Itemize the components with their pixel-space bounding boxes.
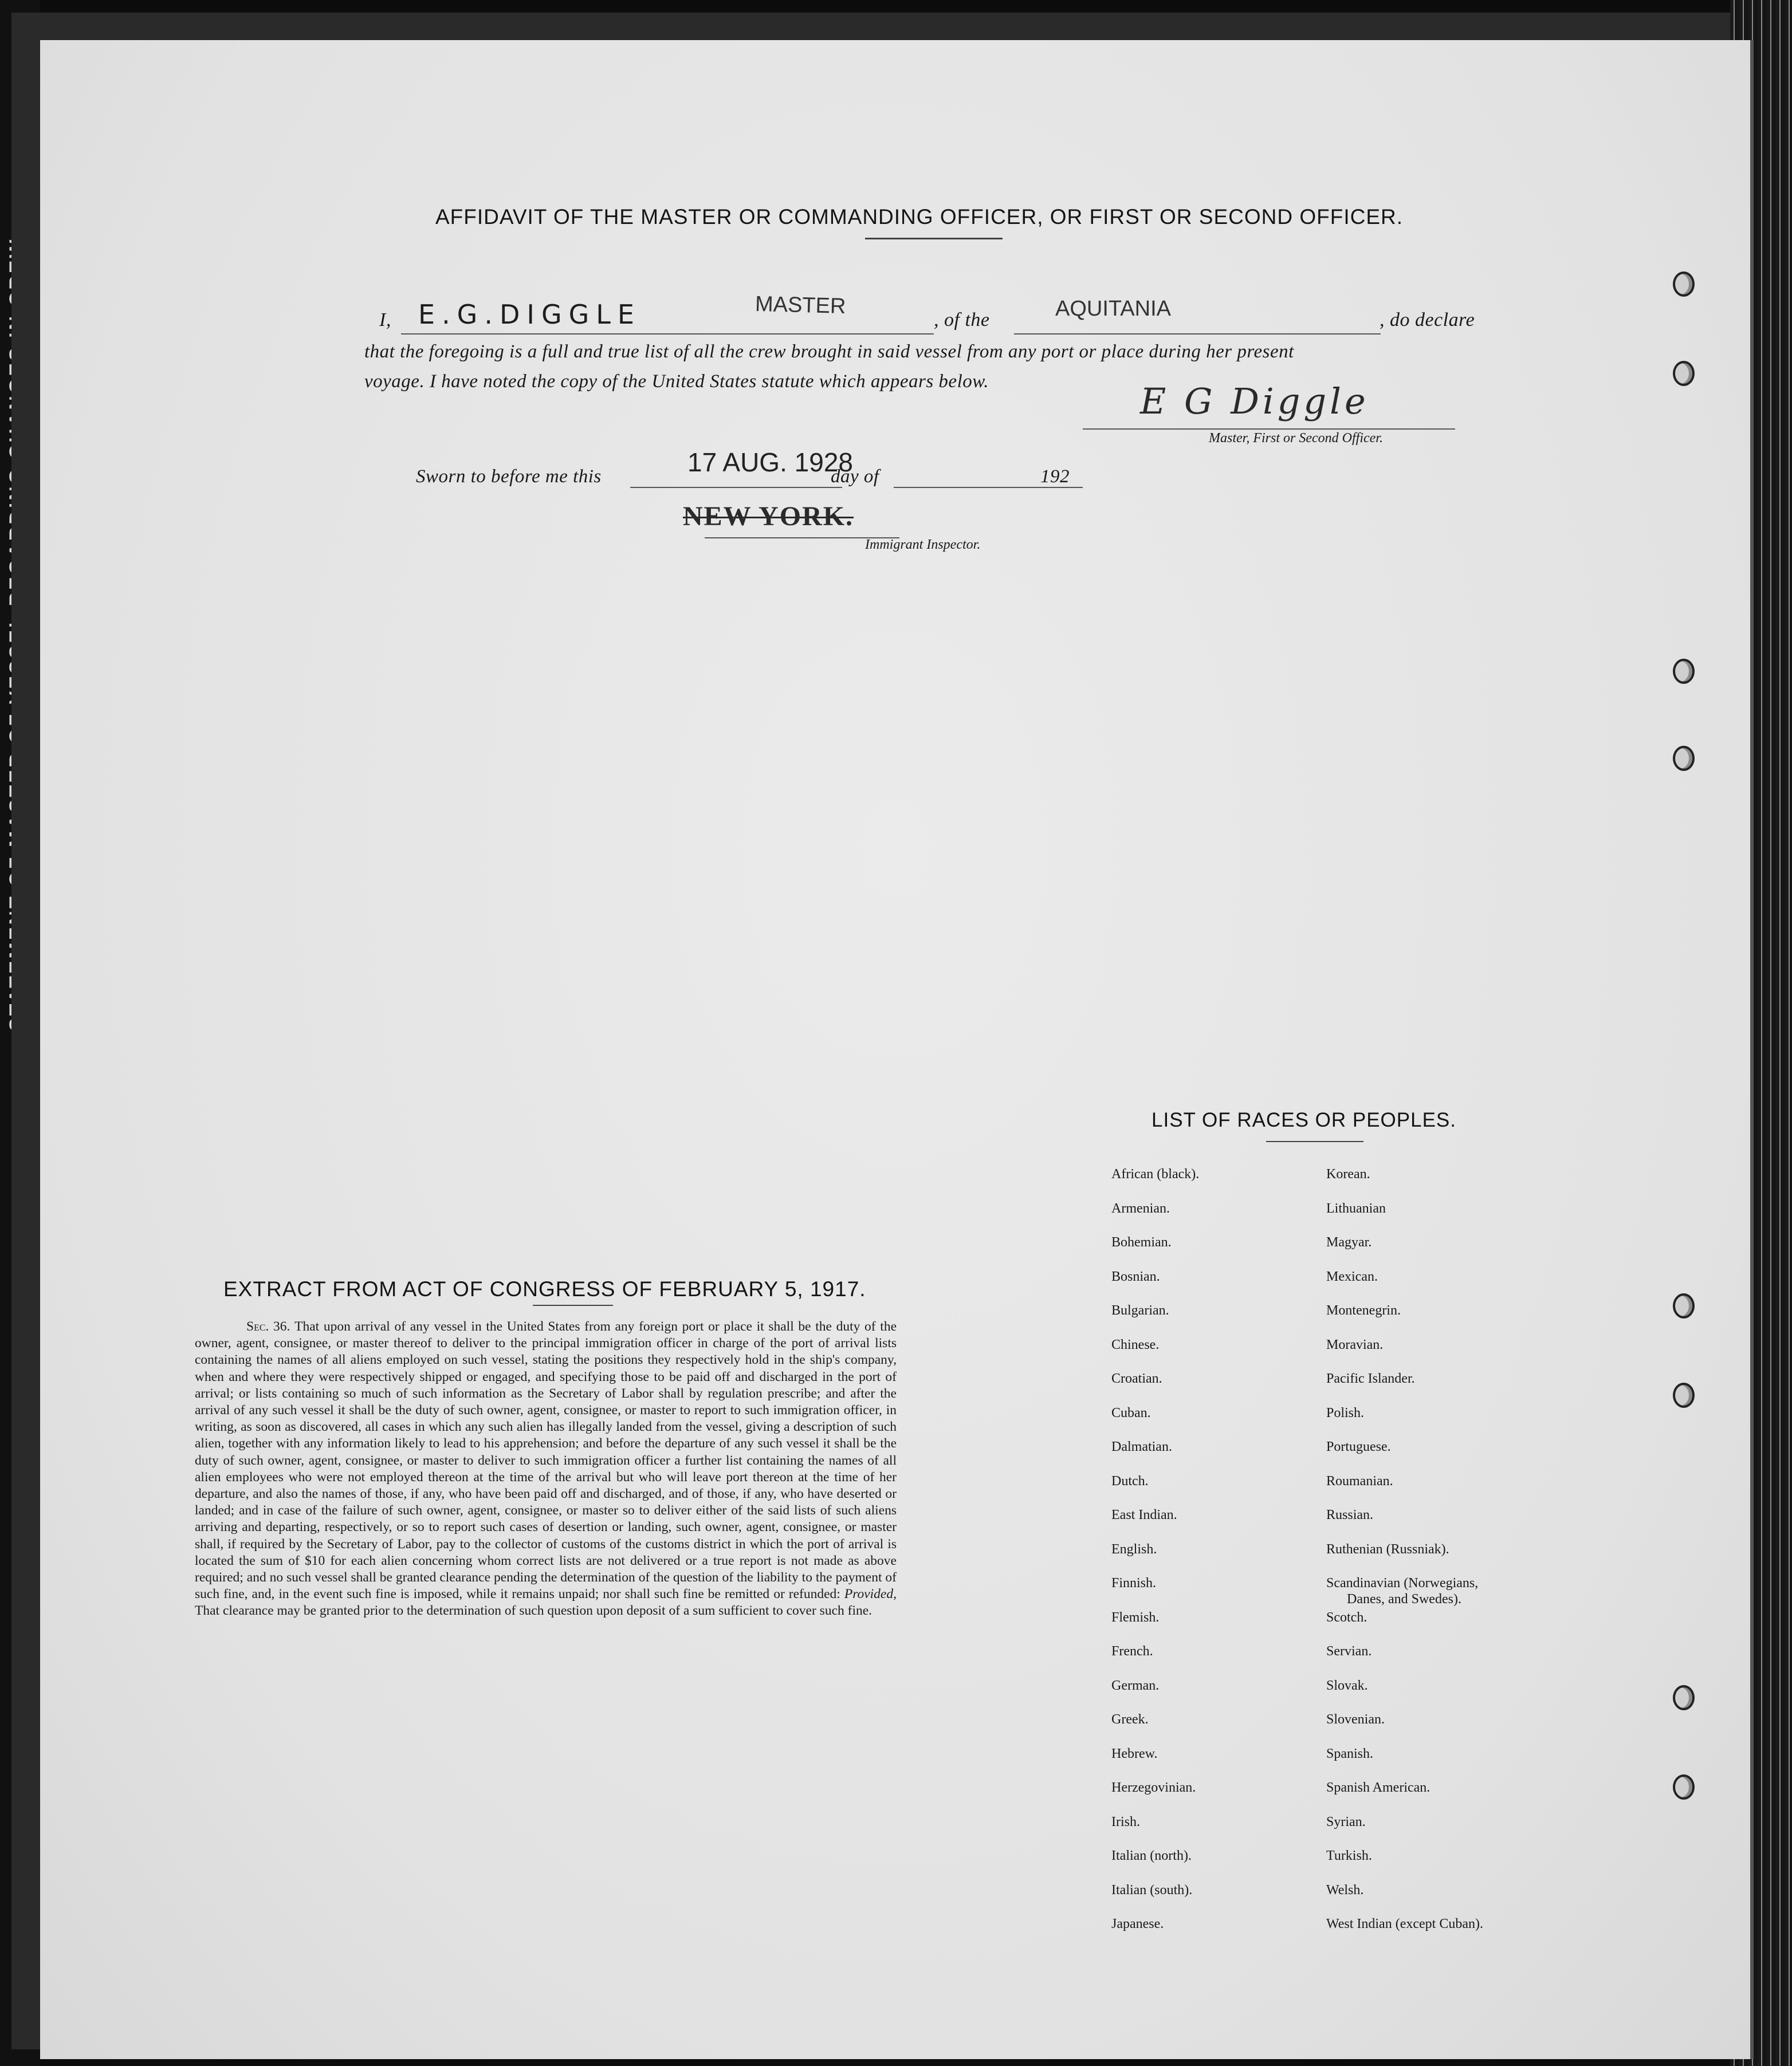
race-item: Italian (south). xyxy=(1111,1882,1193,1898)
race-item: Syrian. xyxy=(1326,1814,1366,1829)
race-item: Chinese. xyxy=(1111,1337,1160,1352)
place-stamp: NEW YORK. xyxy=(683,501,854,532)
punch-hole xyxy=(1673,746,1695,771)
date-stamp: 17 AUG. 1928 xyxy=(687,447,853,477)
vessel-fill-line xyxy=(1014,333,1381,335)
section-label: Sec. 36. xyxy=(246,1319,290,1334)
day-of-label: day of xyxy=(831,466,879,487)
race-item: Spanish American. xyxy=(1326,1780,1431,1795)
race-item: Greek. xyxy=(1111,1712,1149,1727)
punch-hole xyxy=(1673,1293,1695,1319)
race-item: Polish. xyxy=(1326,1405,1365,1420)
race-item: Bosnian. xyxy=(1111,1269,1160,1284)
race-item: Roumanian. xyxy=(1326,1473,1393,1489)
section-text-end: That clearance may be granted prior to the determination of such question upon deposit of a sum sufficient to cover such fine. xyxy=(195,1603,873,1619)
date-fill-line xyxy=(630,487,842,488)
inspector-caption: Immigrant Inspector. xyxy=(865,537,981,552)
race-item: French. xyxy=(1111,1644,1153,1659)
race-item: Italian (north). xyxy=(1111,1848,1192,1863)
race-item: Cuban. xyxy=(1111,1405,1151,1420)
affidavit-title: AFFIDAVIT OF THE MASTER OR COMMANDING OFFICER, OR FIRST OR SECOND OFFICER. xyxy=(435,205,1404,229)
race-item: Ruthenian (Russniak). xyxy=(1326,1541,1449,1557)
race-item: Mexican. xyxy=(1326,1269,1378,1284)
race-item: Korean. xyxy=(1326,1167,1370,1182)
race-item: Lithuanian xyxy=(1326,1201,1386,1216)
races-title: LIST OF RACES OR PEOPLES. xyxy=(1152,1109,1457,1131)
races-rule xyxy=(1266,1141,1363,1142)
race-item: Armenian. xyxy=(1111,1201,1170,1216)
race-item: West Indian (except Cuban). xyxy=(1326,1917,1483,1931)
race-item: East Indian. xyxy=(1111,1508,1177,1522)
master-signature: E G Diggle xyxy=(1140,380,1369,422)
race-item: English. xyxy=(1111,1541,1157,1557)
sworn-label: Sworn to before me this xyxy=(416,466,602,487)
punch-hole xyxy=(1673,1774,1695,1800)
signature-caption: Master, First or Second Officer. xyxy=(1209,431,1383,446)
extract-rule xyxy=(533,1305,613,1306)
race-item: Pacific Islander. xyxy=(1326,1371,1415,1386)
of-the-label: , of the xyxy=(934,309,990,330)
race-item: Turkish. xyxy=(1326,1848,1372,1863)
races-right-column xyxy=(1326,1166,1483,1950)
vessel-stamp: AQUITANIA xyxy=(1055,297,1171,321)
race-item: Flemish. xyxy=(1111,1609,1160,1625)
race-item: Bohemian. xyxy=(1111,1235,1172,1250)
punch-hole xyxy=(1673,1383,1695,1408)
race-item: Welsh. xyxy=(1326,1882,1364,1898)
race-item: African (black). xyxy=(1111,1167,1200,1182)
rank-stamp: MASTER xyxy=(754,292,846,319)
race-item: Moravian. xyxy=(1326,1337,1384,1352)
punch-hole xyxy=(1673,271,1695,297)
race-item: Portuguese. xyxy=(1326,1439,1391,1454)
race-item: Scotch. xyxy=(1326,1609,1367,1625)
race-item: Irish. xyxy=(1111,1814,1140,1829)
race-item: Magyar. xyxy=(1326,1235,1372,1250)
section-text: That upon arrival of any vessel in the United States from any foreign port or place it shall be the duty of the owner, agent, consignee, or master thereof to deliver to the principal immigration officer in charge of the port of arrival lists containing the names of all aliens employed on such vessel, stating the positions they respectively hold in the ship's company, when and where they were respectively shipped or engaged, and specifying those to be paid off and discharged in the port of arrival; or lists containing so much of such information as the Secretary of Labor shall by regulation prescribe; and after the arrival of any such vessel it shall be the duty of such owner, agent, consignee, or master to report to such immigration officer, in writing, as soon as discovered, all cases in which any such alien has illegally landed from the vessel, giving a description of such alien, together with any information likely to lead to his apprehension; and before the departure of any such vessel it shall be the duty of such owner, agent, consignee, or master to deliver to such immigration officer a further list containing the names of all alien employees who were not employed thereon at the time of the arrival but who will leave port thereon at the time of her departure, and also the names of those, if any, who have been paid off and discharged, and of those, if any, who have deserted or landed; and in case of the failure of such owner, agent, consignee, or master so to deliver either of the said lists of such aliens arriving and departing, respectively, or so to report such cases of desertion or landing, such owner, agent, consignee, or master shall, if required by the Secretary of Labor, pay to the collector of customs of the customs district in which the port of arrival is located the sum of $10 for each alien concerning whom correct lists are not delivered or a true report is not made as above required; and no such vessel shall be granted clearance pending the determination of the question of the liability to the payment of such fine, and, in the event such fine is imposed, while it remains unpaid; nor shall such fine be remitted or refunded: xyxy=(195,1319,897,1602)
race-item: Slovak. xyxy=(1326,1678,1368,1693)
affidavit-line-3: voyage. I have noted the copy of the United States statute which appears below. xyxy=(364,371,989,392)
race-item: Herzegovinian. xyxy=(1111,1780,1196,1795)
race-item: Japanese. xyxy=(1111,1917,1164,1931)
provided-label: Provided, xyxy=(844,1587,897,1602)
year-prefix: 192 xyxy=(1040,466,1070,487)
master-name: E.G.DIGGLE xyxy=(418,299,641,330)
races-left-column xyxy=(1111,1166,1199,1950)
race-item: Bulgarian. xyxy=(1111,1303,1169,1318)
race-item: Russian. xyxy=(1326,1508,1374,1522)
extract-body xyxy=(195,1319,897,1620)
punch-hole xyxy=(1673,659,1695,684)
race-item: Slovenian. xyxy=(1326,1712,1385,1727)
race-item: Scandinavian (Norwegians, Danes, and Swedes). xyxy=(1326,1576,1479,1607)
name-fill-line xyxy=(401,333,934,335)
race-item: Spanish. xyxy=(1326,1746,1374,1761)
declare-label: , do declare xyxy=(1380,309,1475,330)
race-item: Servian. xyxy=(1326,1644,1372,1659)
race-item: Montenegrin. xyxy=(1326,1303,1401,1318)
race-item: Finnish. xyxy=(1111,1576,1157,1591)
punch-hole xyxy=(1673,361,1695,386)
race-item: Dalmatian. xyxy=(1111,1439,1172,1454)
race-item: German. xyxy=(1111,1678,1160,1693)
race-item: Hebrew. xyxy=(1111,1746,1158,1761)
extract-title: EXTRACT FROM ACT OF CONGRESS OF FEBRUARY 5, 1917. xyxy=(223,1277,866,1301)
affidavit-line-2: that the foregoing is a full and true list of all the crew brought in said vessel from any port or place during her present xyxy=(364,341,1294,362)
signature-line xyxy=(1083,428,1455,430)
i-label: I, xyxy=(379,309,391,330)
punch-hole xyxy=(1673,1685,1695,1710)
race-item: Dutch. xyxy=(1111,1473,1149,1489)
document-page xyxy=(40,40,1750,2059)
race-item: Croatian. xyxy=(1111,1371,1162,1386)
title-rule xyxy=(865,238,1003,239)
